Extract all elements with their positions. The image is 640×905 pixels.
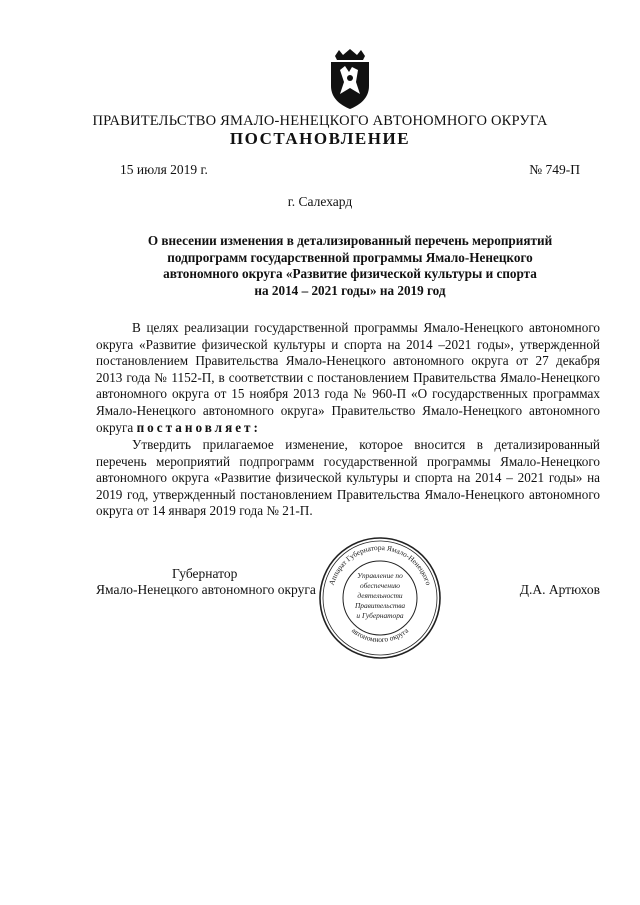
seal-ring-bottom-text: автономного округа: [349, 625, 411, 645]
seal-center-line: деятельности: [357, 591, 403, 600]
signatory-title: Губернатор: [172, 566, 238, 581]
seal-ring-top-text: Аппарат Губернатора Ямало-Ненецкого: [326, 542, 434, 587]
seal-center-line: Управление по: [357, 571, 403, 580]
subject-line: подпрограмм государственной программы Ямало-Ненецкого: [167, 249, 533, 265]
resolves-keyword: постановляет:: [136, 419, 261, 435]
signatory-name: Д.А. Артюхов: [519, 582, 600, 597]
signatory-region: Ямало-Ненецкого автономного округа: [96, 582, 316, 597]
seal-center-line: обеспечению: [359, 581, 401, 590]
subject-line: О внесении изменения в детализированный перечень мероприятий: [147, 233, 553, 248]
document-city: г. Салехард: [287, 194, 353, 209]
preamble-text: В целях реализации государственной программы Ямало-Ненецкого автономного округа «Развитие физической культуры и спорта на 2014 –2021 годы», утвержденной постановлением Правительства Ямало-Ненецкого автономного округа от 27 декабря 2013 года № 1152-П, в соответствии с постановлением Правительства Ямало-Ненецкого автономного округа от 15 ноября 2013 года № 960-П «О государственных программах Ямало-Ненецкого автономного округа» Правительство Ямало-Ненецкого автономного округа: [96, 320, 600, 435]
subject-line: автономного округа «Развитие физической культуры и спорта: [163, 266, 537, 281]
preamble-paragraph: [96, 320, 600, 436]
coat-of-arms-icon: [325, 48, 375, 110]
seal-center-line: и Губернатора: [356, 611, 404, 620]
document-subject: [100, 233, 600, 299]
org-title: ПРАВИТЕЛЬСТВО ЯМАЛО-НЕНЕЦКОГО АВТОНОМНОГО ОКРУГА: [92, 113, 548, 129]
document-number: № 749-П: [529, 162, 580, 177]
subject-line: на 2014 – 2021 годы» на 2019 год: [254, 282, 446, 298]
seal-center-line: Правительства: [354, 601, 406, 610]
document-type-title: ПОСТАНОВЛЕНИЕ: [229, 129, 411, 148]
resolution-paragraph: Утвердить прилагаемое изменение, которое вносится в детализированный перечень мероприятий подпрограмм государственной программы Ямало-Ненецкого автономного округа «Развитие физической культуры и спорта на 2014 – 2021 годы» на 2019 год, утвержденный постановлением Правительства Ямало-Ненецкого автономного округа от 14 января 2019 года № 21-П.: [96, 437, 600, 519]
official-seal-stamp: [318, 536, 442, 660]
document-date: 15 июля 2019 г.: [120, 162, 208, 177]
